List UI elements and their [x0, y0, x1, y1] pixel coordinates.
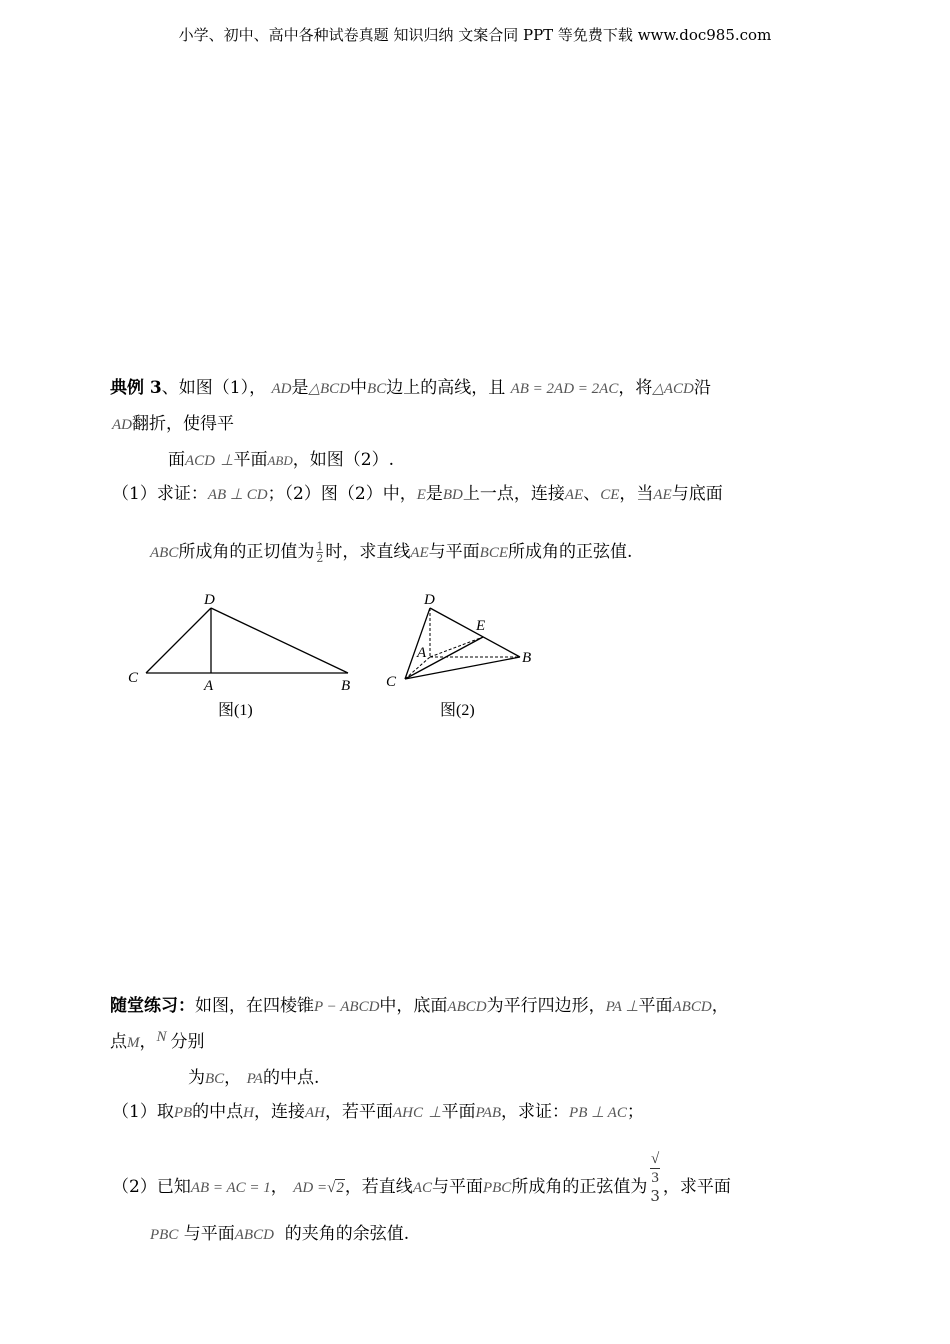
- label-B: B: [522, 650, 532, 666]
- figure-1-caption: 图(1): [218, 702, 253, 719]
- edge-DB: [211, 608, 348, 673]
- label-A: A: [204, 678, 214, 694]
- label-D: D: [424, 592, 435, 608]
- practice-line3: 为BC， PA的中点.: [188, 1068, 320, 1088]
- sqrt-2: √2: [327, 1180, 344, 1196]
- practice-line5: （2）已知AB = AC = 1， AD =√2，若直线AC与平面PBC所成角的正弦值为 √ 3 3 ，求平面: [112, 1151, 731, 1205]
- figure-2-caption: 图(2): [440, 702, 475, 719]
- practice-line1: 随堂练习：如图，在四棱锥P − ABCD中，底面ABCD为平行四边形，PA ⊥平面ABCD，: [110, 996, 729, 1016]
- fraction-sqrt3-over-3: √ 3 3: [650, 1151, 660, 1205]
- figure-2-pyramid: [380, 588, 550, 698]
- label-D: D: [204, 592, 215, 608]
- practice-line2: 点M，N 分别: [110, 1029, 205, 1052]
- edge-AE-hidden: [430, 637, 483, 657]
- practice-line6: PBC 与平面ABCD 的夹角的余弦值.: [150, 1224, 410, 1244]
- example3-line3: 面ACD ⊥平面ABD，如图（2）.: [168, 450, 394, 470]
- edge-DB: [430, 608, 520, 657]
- example3-line4: （1）求证：AB ⊥ CD；（2）图（2）中，E是BD上一点，连接AE、CE，当AE与底面: [112, 484, 723, 504]
- figure-1-triangle: [120, 588, 360, 698]
- label-A: A: [417, 645, 427, 661]
- label-C: C: [386, 674, 397, 690]
- example3-line1: 典例 3、如图（1）， AD是△BCD中BC边上的高线，且 AB = 2AD = 2AC，将△ACD沿: [110, 378, 711, 398]
- edge-CD: [146, 608, 211, 673]
- label-E: E: [476, 618, 486, 634]
- practice-line4: （1）取PB的中点H，连接AH，若平面AHC ⊥平面PAB，求证：PB ⊥ AC；: [112, 1102, 644, 1122]
- fraction-one-half: $\frac{1}{2}$: [316, 540, 324, 565]
- label-C: C: [128, 670, 139, 686]
- example3-title: 典例 3: [110, 378, 162, 398]
- label-B: B: [341, 678, 351, 694]
- page-header: 小学、初中、高中各种试卷真题 知识归纳 文案合同 PPT 等免费下载 www.doc985.com: [178, 26, 772, 44]
- example3-line5: ABC所成角的正切值为 $\frac{1}{2}$ 时，求直线AE与平面BCE所成角的正弦值.: [150, 540, 633, 565]
- example3-line2: AD翻折，使得平: [112, 414, 234, 434]
- practice-title: 随堂练习：: [110, 996, 195, 1016]
